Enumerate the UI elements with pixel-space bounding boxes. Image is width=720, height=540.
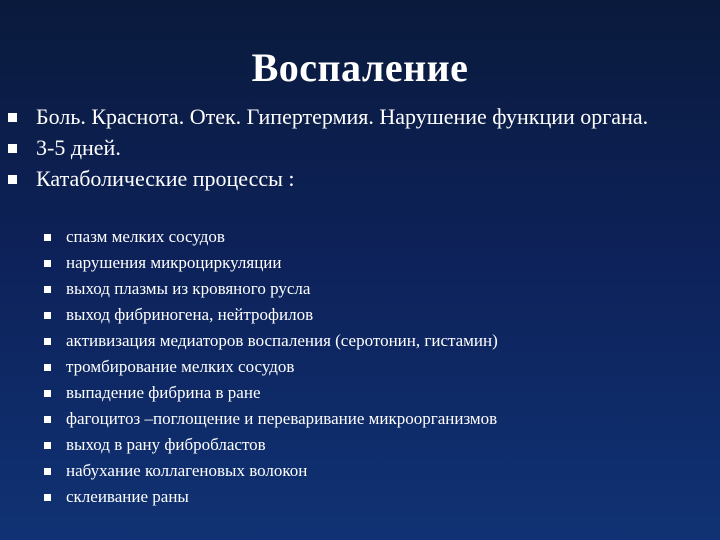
sub-bullet-text: выход фибриногена, нейтрофилов [66,305,314,324]
square-bullet-icon [8,175,17,184]
square-bullet-icon [8,144,17,153]
square-bullet-icon [44,234,51,241]
square-bullet-icon [44,390,51,397]
square-bullet-icon [44,338,51,345]
sub-bullet-item [0,432,720,458]
main-bullet-item [0,135,720,161]
sub-bullet-item [0,484,720,510]
sub-bullet-text: набухание коллагеновых волокон [66,461,308,480]
sub-bullet-item [0,250,720,276]
sub-bullet-text: склеивание раны [66,487,189,506]
square-bullet-icon [44,312,51,319]
main-bullet-list [0,104,720,197]
main-bullet-item [0,104,720,130]
square-bullet-icon [44,494,51,501]
square-bullet-icon [44,260,51,267]
sub-bullet-text: нарушения микроциркуляции [66,253,282,272]
sub-bullet-text: выход плазмы из кровяного русла [66,279,311,298]
sub-bullet-text: выход в рану фибробластов [66,435,266,454]
square-bullet-icon [44,364,51,371]
sub-bullet-text: активизация медиаторов воспаления (серотонин, гистамин) [66,331,498,350]
sub-bullet-item [0,224,720,250]
slide-title: Воспаление [251,45,469,90]
sub-bullet-item [0,302,720,328]
sub-bullet-item [0,380,720,406]
square-bullet-icon [44,416,51,423]
main-bullet-text: Катаболические процессы : [36,166,295,191]
square-bullet-icon [44,442,51,449]
sub-bullet-item [0,458,720,484]
sub-bullet-text: спазм мелких сосудов [66,227,225,246]
main-bullet-item [0,166,720,192]
sub-bullet-item [0,328,720,354]
square-bullet-icon [44,468,51,475]
main-bullet-text: Боль. Краснота. Отек. Гипертермия. Нарушение функции органа. [36,104,649,129]
square-bullet-icon [8,113,17,122]
sub-bullet-text: тромбирование мелких сосудов [66,357,295,376]
square-bullet-icon [44,286,51,293]
sub-bullet-text: выпадение фибрина в ране [66,383,261,402]
sub-bullet-item [0,406,720,432]
sub-bullet-text: фагоцитоз –поглощение и переваривание микроорганизмов [66,409,498,428]
sub-bullet-list [0,224,720,510]
main-bullet-text: 3-5 дней. [36,135,121,160]
sub-bullet-item [0,276,720,302]
sub-bullet-item [0,354,720,380]
